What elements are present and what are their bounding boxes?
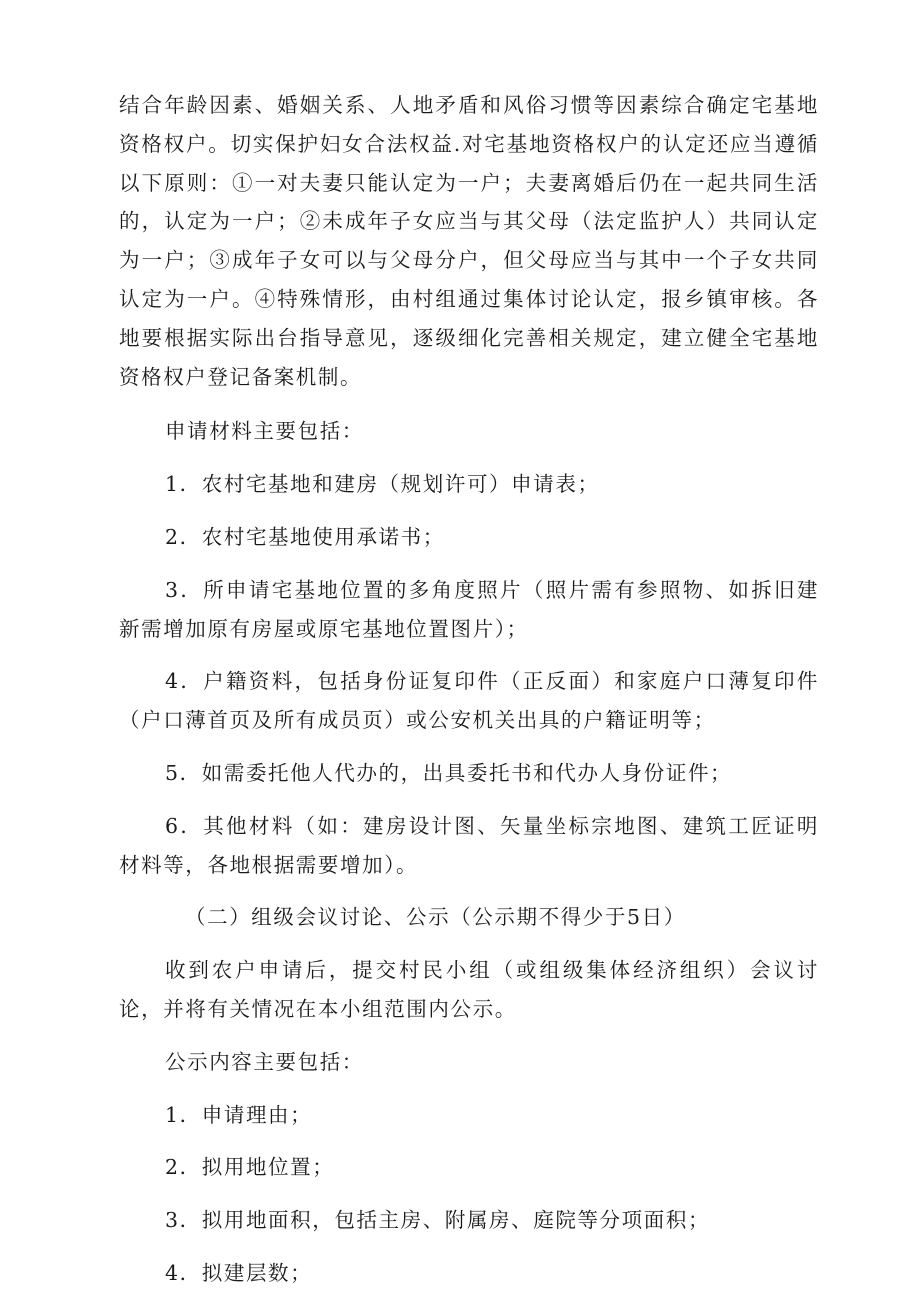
list-item-publicity-2: 2．拟用地位置； [165, 1155, 335, 1180]
list-item-material-5: 5．如需委托他人代办的，出具委托书和代办人身份证件； [165, 760, 733, 785]
list-item-material-1: 1．农村宅基地和建房（规划许可）申请表； [165, 472, 600, 497]
document-body [119, 86, 819, 1293]
list-item-material-4: 4．户籍资料，包括身份证复印件（正反面）和家庭户口薄复印件（户口薄首页及所有成员页）或公安机关出具的户籍证明等； [119, 669, 819, 733]
list-item-publicity-1: 1．申请理由； [165, 1102, 313, 1127]
list-item-publicity-3: 3．拟用地面积，包括主房、附属房、庭院等分项面积； [165, 1208, 711, 1233]
list-item-material-6: 6．其他材料（如：建房设计图、矢量坐标宗地图、建筑工匠证明材料等，各地根据需要增加）。 [119, 813, 819, 877]
list-item-material-3: 3．所申请宅基地位置的多角度照片（照片需有参照物、如拆旧建新需增加原有房屋或原宅基地位置图片）； [119, 577, 819, 641]
section-heading-group-meeting: （二）组级会议讨论、公示（公示期不得少于5日） [185, 905, 686, 930]
paragraph-publicity-content-heading: 公示内容主要包括： [165, 1049, 364, 1074]
paragraph-eligibility-principles: 结合年龄因素、婚姻关系、人地矛盾和风俗习惯等因素综合确定宅基地资格权户。切实保护妇女合法权益.对宅基地资格权户的认定还应当遵循以下原则：①一对夫妻只能认定为一户；夫妻离婚后仍在一起共同生活的，认定为一户；②未成年子女应当与其父母（法定监护人）共同认定为一户；③成年子女可以与父母分户，但父母应当与其中一个子女共同认定为一户。④特殊情形，由村组通过集体讨论认定，报乡镇审核。各地要根据实际出台指导意见，逐级细化完善相关规定，建立健全宅基地资格权户登记备案机制。 [119, 93, 819, 389]
list-item-material-2: 2．农村宅基地使用承诺书； [165, 524, 445, 549]
paragraph-application-materials-heading: 申请材料主要包括： [165, 419, 364, 444]
list-item-publicity-4: 4．拟建层数； [165, 1260, 313, 1285]
paragraph-group-discussion: 收到农户申请后，提交村民小组（或组级集体经济组织）会议讨论，并将有关情况在本小组范围内公示。 [119, 958, 819, 1021]
